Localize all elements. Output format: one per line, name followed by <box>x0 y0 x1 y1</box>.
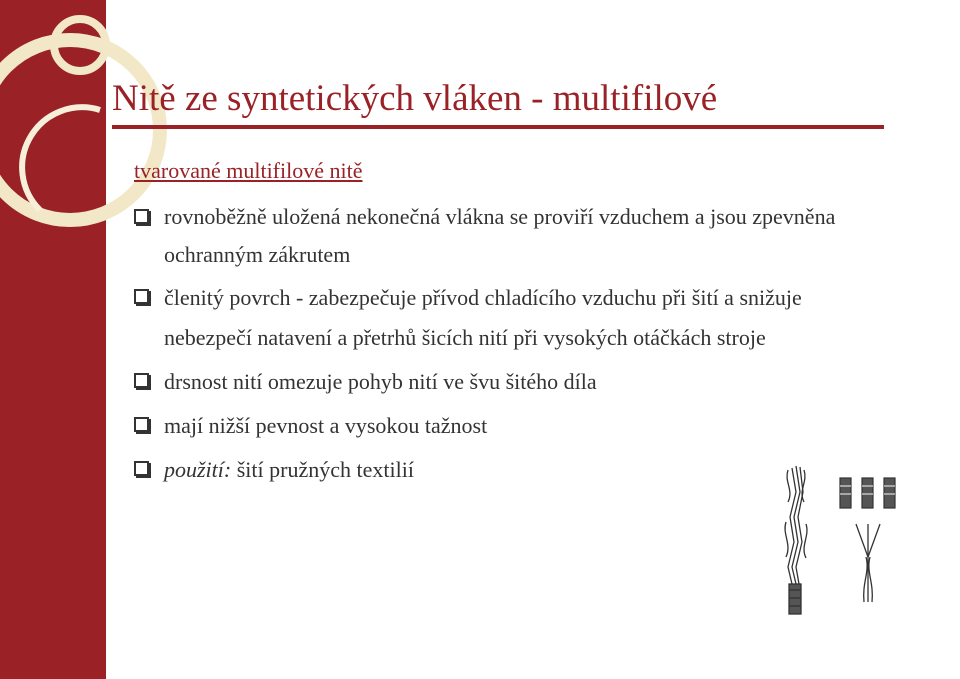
slide-subtitle: tvarované multifilové nitě <box>134 158 363 183</box>
bullet-prefix: použití: <box>164 457 232 482</box>
fiber-illustration <box>778 462 908 618</box>
bullet-text: šití pružných textilií <box>231 457 414 482</box>
checkbox-square-icon <box>134 209 149 224</box>
checkbox-square-icon <box>134 461 149 476</box>
title-underline <box>112 125 884 129</box>
bullet-list <box>132 198 892 494</box>
checkbox-square-icon <box>134 289 149 304</box>
bullet-text: drsnost nití omezuje pohyb nití ve švu šitého díla <box>164 369 597 394</box>
bullet-text: mají nižší pevnost a vysokou tažnost <box>164 413 488 438</box>
textured-thread-drawing <box>785 466 807 614</box>
checkbox-square-icon <box>134 417 149 432</box>
bullet-item <box>132 278 892 358</box>
bullet-text: členitý povrch - zabezpečuje přívod chladícího vzduchu při šití a snižuje nebezpečí natavení a přetrhů šicích nití při vysokých otáčkách stroje <box>164 285 802 350</box>
slide-title: Nitě ze syntetických vláken - multifilové <box>112 78 718 119</box>
checkbox-square-icon <box>134 373 149 388</box>
bullet-item <box>132 198 892 274</box>
bullet-item <box>132 362 892 402</box>
bullet-text: rovnoběžně uložená nekonečná vlákna se proviří vzduchem a jsou zpevněna ochranným zákrutem <box>164 204 836 267</box>
split-strand-drawing <box>856 524 880 602</box>
spools-drawing <box>840 478 895 508</box>
inner-arc <box>22 107 100 210</box>
bullet-item <box>132 406 892 446</box>
